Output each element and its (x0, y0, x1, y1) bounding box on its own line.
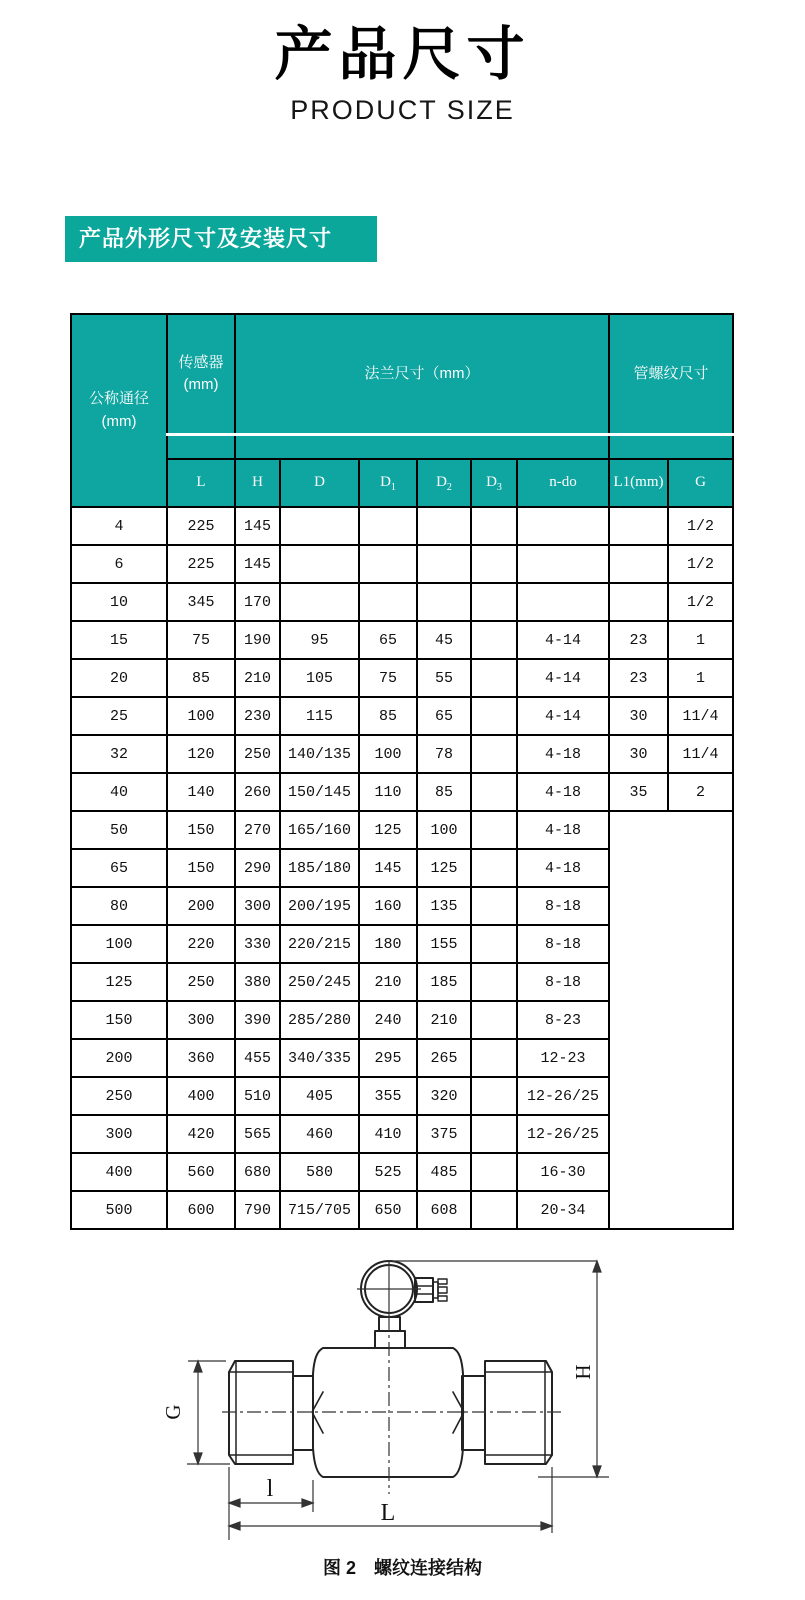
cell-dn: 200 (71, 1039, 167, 1077)
cell-dn: 300 (71, 1115, 167, 1153)
cell-d1 (359, 545, 417, 583)
cell-dn: 500 (71, 1191, 167, 1229)
cell-d2: 485 (417, 1153, 471, 1191)
cell-d3 (471, 621, 517, 659)
cell-h: 510 (235, 1077, 280, 1115)
cell-ndo: 4-18 (517, 773, 609, 811)
cell-d2 (417, 507, 471, 545)
header-col-d2: $D_2$ (417, 459, 471, 507)
header-nominal-diameter (71, 314, 167, 507)
title-block (0, 22, 805, 126)
cell-l: 400 (167, 1077, 235, 1115)
cell-g: 1/2 (668, 583, 733, 621)
spec-table-wrap (70, 313, 734, 1230)
cell-l1: 23 (609, 621, 668, 659)
header-col-ndo: n-do (517, 459, 609, 507)
cell-h: 290 (235, 849, 280, 887)
cell-d1: 410 (359, 1115, 417, 1153)
cell-d: 140/135 (280, 735, 359, 773)
header-pipe-thread-size: 管螺纹尺寸 (609, 314, 733, 435)
header-nominal-text: 公称通径 (88, 390, 149, 407)
cell-d2 (417, 583, 471, 621)
cell-d: 285/280 (280, 1001, 359, 1039)
cell-d: 405 (280, 1077, 359, 1115)
cell-ndo: 12-23 (517, 1039, 609, 1077)
header-sensor (167, 314, 235, 435)
cell-thread-merged-empty (609, 811, 733, 1229)
cell-l: 345 (167, 583, 235, 621)
cell-l: 150 (167, 811, 235, 849)
cell-dn: 40 (71, 773, 167, 811)
dim-label-l-small: l (266, 1476, 274, 1502)
cell-l1: 35 (609, 773, 668, 811)
cell-l: 300 (167, 1001, 235, 1039)
cell-d1: 85 (359, 697, 417, 735)
cell-d3 (471, 849, 517, 887)
dim-label-h: H (571, 1364, 595, 1380)
cell-ndo: 16-30 (517, 1153, 609, 1191)
header-nominal-unit: (mm) (101, 412, 137, 430)
header-col-g: G (668, 459, 733, 507)
cell-ndo: 8-18 (517, 887, 609, 925)
cell-l1 (609, 507, 668, 545)
cell-d2: 320 (417, 1077, 471, 1115)
cell-l: 200 (167, 887, 235, 925)
cell-l1: 30 (609, 735, 668, 773)
cell-h: 170 (235, 583, 280, 621)
cell-d1: 125 (359, 811, 417, 849)
cell-d2: 210 (417, 1001, 471, 1039)
cell-d1: 240 (359, 1001, 417, 1039)
header-row-columns (71, 459, 733, 507)
figure-drawing (160, 1238, 640, 1548)
cell-dn: 65 (71, 849, 167, 887)
cell-ndo: 8-23 (517, 1001, 609, 1039)
cell-d2: 85 (417, 773, 471, 811)
header-spacer-cell (609, 435, 733, 460)
cell-d3 (471, 1115, 517, 1153)
cell-g: 1/2 (668, 507, 733, 545)
cell-dn: 6 (71, 545, 167, 583)
cell-l: 75 (167, 621, 235, 659)
cell-dn: 15 (71, 621, 167, 659)
cell-d1 (359, 583, 417, 621)
cell-h: 790 (235, 1191, 280, 1229)
cell-l1: 30 (609, 697, 668, 735)
cell-ndo: 4-18 (517, 849, 609, 887)
cell-d3 (471, 735, 517, 773)
cell-d2: 155 (417, 925, 471, 963)
cell-d: 715/705 (280, 1191, 359, 1229)
cell-d1 (359, 507, 417, 545)
cell-d1: 295 (359, 1039, 417, 1077)
cell-d3 (471, 507, 517, 545)
cell-dn: 10 (71, 583, 167, 621)
cell-d3 (471, 773, 517, 811)
cell-d: 115 (280, 697, 359, 735)
cell-ndo: 12-26/25 (517, 1115, 609, 1153)
header-row-groups (71, 314, 733, 435)
cell-ndo: 8-18 (517, 925, 609, 963)
header-col-l1mm: L1(mm) (609, 459, 668, 507)
cell-l: 120 (167, 735, 235, 773)
header-row-spacer (71, 435, 733, 460)
cell-d: 220/215 (280, 925, 359, 963)
cell-g: 1 (668, 621, 733, 659)
cell-g: 11/4 (668, 697, 733, 735)
cell-g: 1 (668, 659, 733, 697)
nipple-left (293, 1376, 313, 1450)
cell-d (280, 507, 359, 545)
spec-table (70, 313, 734, 1230)
cell-d2 (417, 545, 471, 583)
cell-dn: 250 (71, 1077, 167, 1115)
cell-ndo: 4-18 (517, 811, 609, 849)
cell-d2: 55 (417, 659, 471, 697)
cell-l: 140 (167, 773, 235, 811)
table-row (71, 811, 733, 849)
cell-l: 420 (167, 1115, 235, 1153)
cell-h: 230 (235, 697, 280, 735)
cell-d: 150/145 (280, 773, 359, 811)
cell-d2: 608 (417, 1191, 471, 1229)
cell-ndo: 4-14 (517, 621, 609, 659)
cell-d2: 125 (417, 849, 471, 887)
table-row (71, 545, 733, 583)
cell-h: 565 (235, 1115, 280, 1153)
cell-h: 210 (235, 659, 280, 697)
cell-ndo (517, 583, 609, 621)
cell-d1: 65 (359, 621, 417, 659)
cell-d3 (471, 925, 517, 963)
cell-ndo: 4-14 (517, 659, 609, 697)
table-row (71, 735, 733, 773)
cell-l: 225 (167, 545, 235, 583)
cell-g: 2 (668, 773, 733, 811)
header-col-d: D (280, 459, 359, 507)
cell-dn: 50 (71, 811, 167, 849)
cell-l: 250 (167, 963, 235, 1001)
cell-l: 225 (167, 507, 235, 545)
header-sensor-unit: (mm) (183, 376, 219, 393)
table-row (71, 507, 733, 545)
cell-l1 (609, 545, 668, 583)
cell-d: 200/195 (280, 887, 359, 925)
cell-dn: 4 (71, 507, 167, 545)
cell-d1: 100 (359, 735, 417, 773)
nipple-right (462, 1376, 485, 1450)
table-row (71, 697, 733, 735)
cell-h: 300 (235, 887, 280, 925)
cell-l: 560 (167, 1153, 235, 1191)
cell-dn: 20 (71, 659, 167, 697)
cell-h: 330 (235, 925, 280, 963)
cell-l: 220 (167, 925, 235, 963)
cell-d1: 180 (359, 925, 417, 963)
cell-l1: 23 (609, 659, 668, 697)
cell-h: 145 (235, 507, 280, 545)
figure-caption-number: 图 2 (322, 1558, 356, 1578)
header-col-d3: $D_3$ (471, 459, 517, 507)
cell-d: 95 (280, 621, 359, 659)
cell-d3 (471, 583, 517, 621)
header-sensor-text: 传感器 (178, 353, 224, 371)
header-col-l: L (167, 459, 235, 507)
cell-d3 (471, 1039, 517, 1077)
cell-d (280, 545, 359, 583)
cell-l: 100 (167, 697, 235, 735)
cell-d3 (471, 963, 517, 1001)
cell-d: 105 (280, 659, 359, 697)
cell-dn: 400 (71, 1153, 167, 1191)
cell-h: 260 (235, 773, 280, 811)
cell-d: 165/160 (280, 811, 359, 849)
cell-h: 270 (235, 811, 280, 849)
cell-ndo: 4-18 (517, 735, 609, 773)
cell-d1: 650 (359, 1191, 417, 1229)
cell-dn: 32 (71, 735, 167, 773)
cell-g: 11/4 (668, 735, 733, 773)
cell-d2: 185 (417, 963, 471, 1001)
table-row (71, 583, 733, 621)
cell-d3 (471, 887, 517, 925)
cell-d3 (471, 659, 517, 697)
cell-dn: 25 (71, 697, 167, 735)
cell-d1: 210 (359, 963, 417, 1001)
cell-d1: 145 (359, 849, 417, 887)
cell-d2: 65 (417, 697, 471, 735)
cell-d2: 135 (417, 887, 471, 925)
cell-ndo: 20-34 (517, 1191, 609, 1229)
cell-ndo (517, 545, 609, 583)
table-row (71, 773, 733, 811)
cell-d2: 78 (417, 735, 471, 773)
cell-d3 (471, 1153, 517, 1191)
cell-d: 580 (280, 1153, 359, 1191)
cell-d3 (471, 697, 517, 735)
figure-caption (0, 1554, 805, 1580)
cell-dn: 150 (71, 1001, 167, 1039)
cell-dn: 125 (71, 963, 167, 1001)
cell-d3 (471, 1001, 517, 1039)
cell-ndo (517, 507, 609, 545)
cell-d: 340/335 (280, 1039, 359, 1077)
cell-d (280, 583, 359, 621)
cell-ndo: 12-26/25 (517, 1077, 609, 1115)
cell-l: 360 (167, 1039, 235, 1077)
cell-l: 600 (167, 1191, 235, 1229)
cell-d1: 110 (359, 773, 417, 811)
cell-d2: 265 (417, 1039, 471, 1077)
cell-h: 145 (235, 545, 280, 583)
cell-g: 1/2 (668, 545, 733, 583)
cell-dn: 80 (71, 887, 167, 925)
header-col-h: H (235, 459, 280, 507)
cell-h: 390 (235, 1001, 280, 1039)
cell-dn: 100 (71, 925, 167, 963)
meter-collar (375, 1331, 405, 1348)
table-row (71, 659, 733, 697)
table-body (71, 507, 733, 1229)
cell-d2: 100 (417, 811, 471, 849)
cell-ndo: 4-14 (517, 697, 609, 735)
cell-l1 (609, 583, 668, 621)
cell-d3 (471, 545, 517, 583)
cell-h: 250 (235, 735, 280, 773)
cell-d1: 75 (359, 659, 417, 697)
cell-d3 (471, 1077, 517, 1115)
cell-d: 185/180 (280, 849, 359, 887)
header-col-d1: $D_1$ (359, 459, 417, 507)
cell-d1: 525 (359, 1153, 417, 1191)
header-spacer-cell (167, 435, 235, 460)
dim-label-l-big: L (380, 1500, 396, 1526)
cell-h: 680 (235, 1153, 280, 1191)
cell-d: 460 (280, 1115, 359, 1153)
page-subtitle: PRODUCT SIZE (290, 94, 515, 125)
cell-d1: 355 (359, 1077, 417, 1115)
page-title: 产品尺寸 (274, 22, 531, 87)
dim-label-g: G (161, 1404, 185, 1420)
cell-h: 190 (235, 621, 280, 659)
cell-d2: 45 (417, 621, 471, 659)
cell-l: 85 (167, 659, 235, 697)
cell-ndo: 8-18 (517, 963, 609, 1001)
cell-h: 455 (235, 1039, 280, 1077)
header-spacer-cell (235, 435, 609, 460)
figure-caption-text: 螺纹连接结构 (374, 1558, 482, 1578)
cell-d3 (471, 1191, 517, 1229)
cell-d2: 375 (417, 1115, 471, 1153)
cell-d3 (471, 811, 517, 849)
header-flange-size: 法兰尺寸（mm） (235, 314, 609, 435)
cell-l: 150 (167, 849, 235, 887)
cell-d: 250/245 (280, 963, 359, 1001)
section-banner: 产品外形尺寸及安装尺寸 (65, 216, 377, 262)
cell-d1: 160 (359, 887, 417, 925)
cell-h: 380 (235, 963, 280, 1001)
table-row (71, 621, 733, 659)
